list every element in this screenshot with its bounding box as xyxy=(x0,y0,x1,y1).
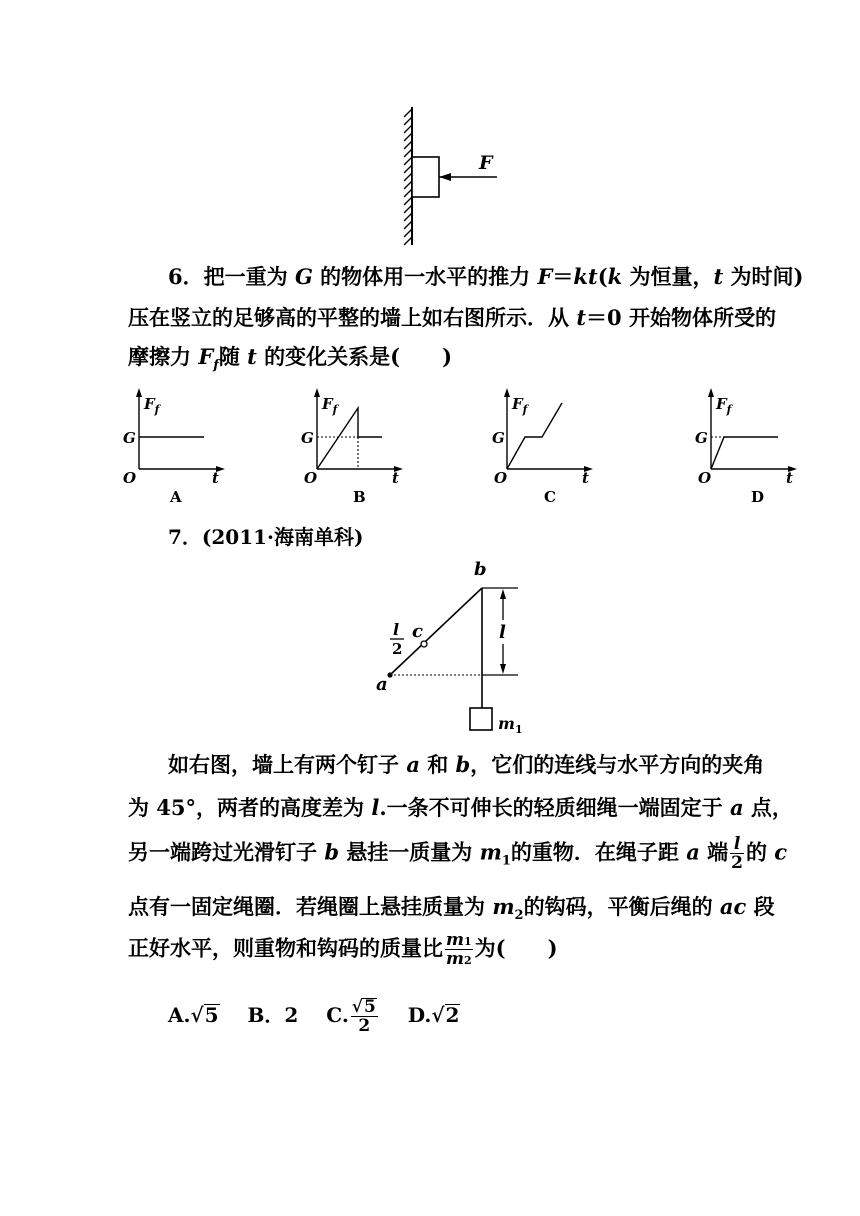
option-d-label: D xyxy=(751,488,765,506)
svg-text:G: G xyxy=(123,429,136,447)
graph-b xyxy=(296,385,416,505)
answer-b: B．2 xyxy=(247,1003,299,1027)
q7-line5: 正好水平，则重物和钩码的质量比 $\frac{m1}{m2}$ 为( ) xyxy=(128,930,558,969)
svg-text:Ff: $F_f$ xyxy=(512,395,528,416)
graph-d xyxy=(690,385,810,505)
svg-text:G: G xyxy=(301,429,314,447)
answer-a: A.√5 xyxy=(168,1003,219,1027)
curve-d xyxy=(711,437,778,469)
q7-line1: 如右图，墙上有两个钉子 a 和 b，它们的连线与水平方向的夹角 xyxy=(168,752,765,777)
q7-line2: 为 45°，两者的高度差为 l.一条不可伸长的轻质细绳一端固定于 a 点， xyxy=(128,795,793,820)
svg-text:a: a xyxy=(376,674,388,695)
force-label: F xyxy=(479,152,493,174)
svg-text:t: t xyxy=(786,469,793,487)
fraction-m1-over-m2: $\frac{m1}{m2}$ xyxy=(446,930,472,969)
rope-ab xyxy=(390,588,482,675)
option-c-label: C xyxy=(544,488,556,506)
q7-header: 7．(2011·海南单科) xyxy=(168,525,364,549)
block xyxy=(412,157,439,197)
svg-text:G: G xyxy=(695,429,708,447)
svg-text:O: O xyxy=(123,469,137,487)
q7-answers xyxy=(168,998,460,1035)
svg-text:2: 2 xyxy=(392,640,403,658)
svg-text:Ff: $F_f$ xyxy=(322,395,338,416)
svg-text:t: t xyxy=(212,469,219,487)
svg-text:O: O xyxy=(698,469,712,487)
mass-block xyxy=(470,708,492,730)
wall-hatching xyxy=(404,109,412,245)
svg-text:O: O xyxy=(304,469,318,487)
svg-text:Ff: $F_f$ xyxy=(716,395,732,416)
svg-text:O: O xyxy=(494,469,508,487)
pulley-figure xyxy=(370,558,540,738)
point-a xyxy=(387,672,392,677)
fraction-l-over-2: $\frac{l}{2}$ xyxy=(731,834,743,873)
svg-text:m1: $m_1$ xyxy=(498,714,523,736)
wall-force-figure xyxy=(395,105,515,250)
q6-number: 6 xyxy=(168,264,183,289)
q6-line3: 摩擦力 $F_f$随 t 的变化关系是( ) xyxy=(128,344,453,373)
svg-text:t: t xyxy=(582,469,589,487)
curve-b xyxy=(317,408,382,469)
force-arrowhead xyxy=(439,173,451,181)
svg-text:l: l xyxy=(393,620,400,639)
svg-text:l: l xyxy=(499,622,506,643)
graph-c xyxy=(490,385,610,505)
graph-a xyxy=(118,385,238,505)
q6-line1: 6．把一重为 G 的物体用一水平的推力 F＝kt(k 为恒量，t 为时间) xyxy=(168,264,804,289)
svg-text:t: t xyxy=(392,469,399,487)
option-a-label: A xyxy=(170,488,182,506)
q6-line2: 压在竖立的足够高的平整的墙上如右图所示．从 t＝0 开始物体所受的 xyxy=(128,305,776,330)
option-b-label: B xyxy=(353,488,366,506)
answer-d: D.√2 xyxy=(407,1003,460,1027)
q7-line3: 另一端跨过光滑钉子 b 悬挂一质量为 $m_1$的重物．在绳子距 a 端 $\frac{l}{2}$ 的 c xyxy=(128,834,788,873)
q7-line4: 点有一固定绳圈．若绳圈上悬挂质量为 $m_2$的钩码，平衡后绳的 ac 段 xyxy=(128,894,775,923)
svg-text:G: G xyxy=(492,429,505,447)
svg-text:c: c xyxy=(412,621,423,642)
svg-text:b: b xyxy=(474,559,487,580)
answer-c: C. $\frac{√5}{2}$ xyxy=(326,997,376,1036)
svg-text:Ff: $F_f$ xyxy=(144,395,160,416)
